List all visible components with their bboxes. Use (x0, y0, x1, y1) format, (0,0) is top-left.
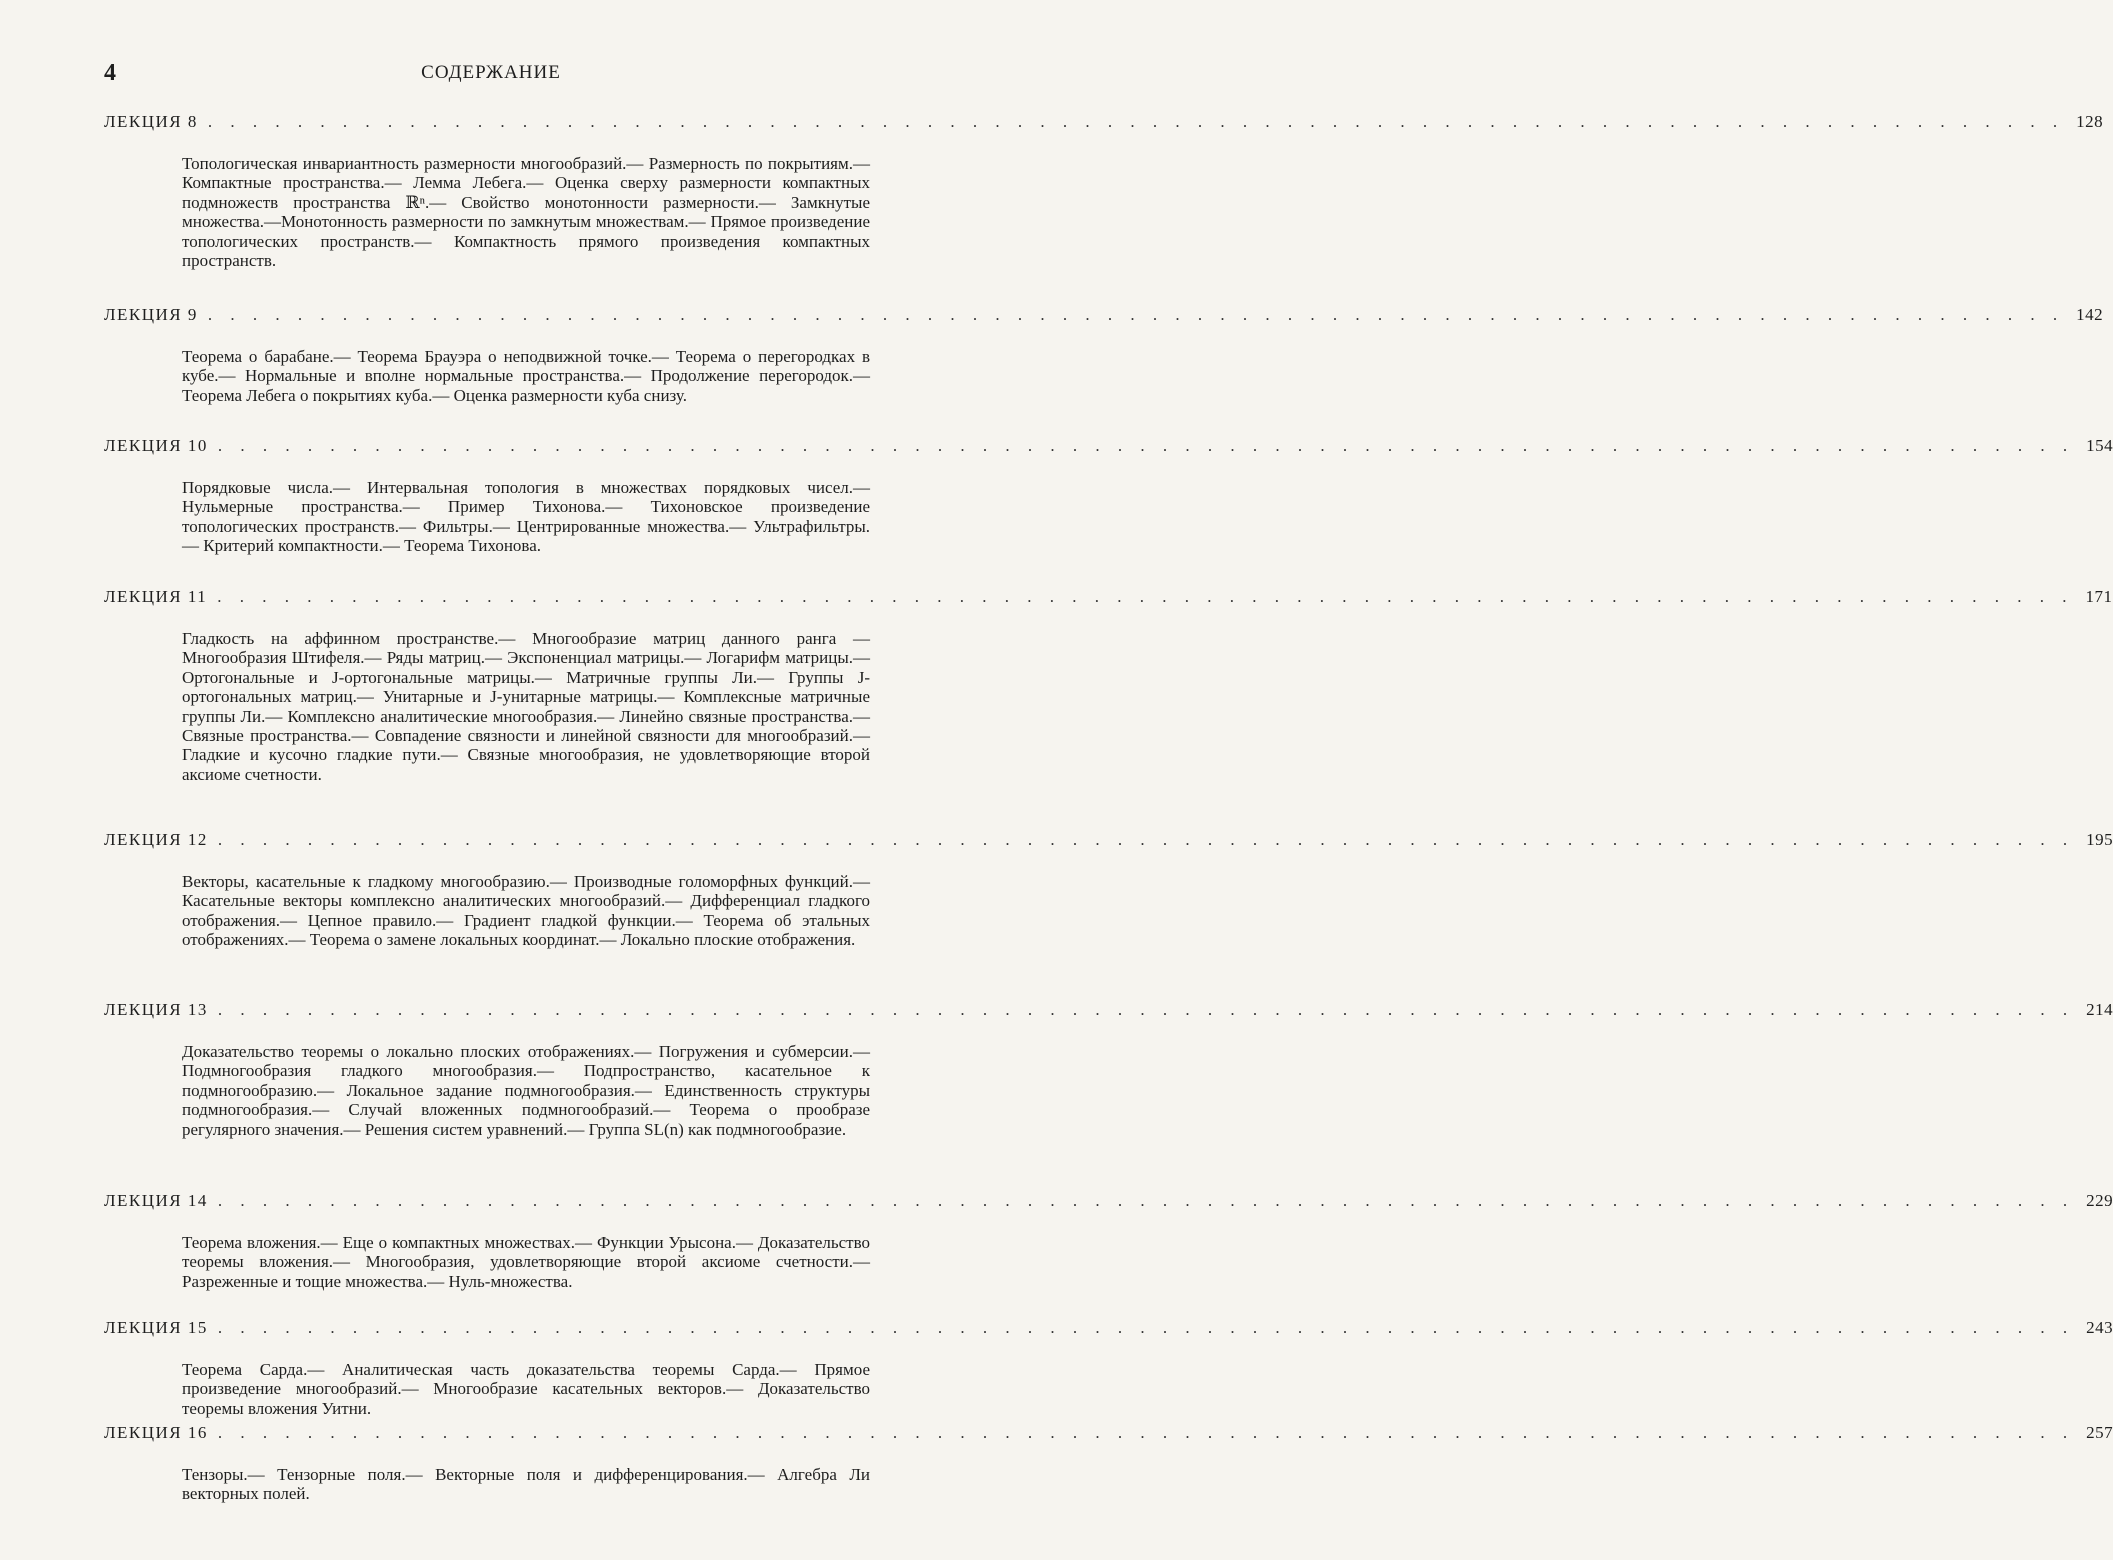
lecture-title: ЛЕКЦИЯ 12 (104, 830, 208, 849)
dot-leader: . . . . . . . . . . . . . . . . . . . . . . . . . . . . . . . . . . . . . . . . . . . . . . . . . . . . . . . . . . . . . . . . . . . . . . . . . . . . . . . . . . . (207, 112, 2065, 131)
lecture-summary: Векторы, касательные к гладкому многообразию.— Производные голоморфных функций.— Касательные векторы комплексно аналитических многообразий.— Дифференциал гладкого отображения.— Цепное правило.— Градиент гладкой функции.— Теорема об этальных отображениях.— Теорема о замене локальных координат.— Локально плоские отображения. (182, 872, 870, 950)
dot-leader: . . . . . . . . . . . . . . . . . . . . . . . . . . . . . . . . . . . . . . . . . . . . . . . . . . . . . . . . . . . . . . . . . . . . . . . . . . . . . . . . . . . (217, 1423, 2075, 1442)
toc-entry-lecture-13 (104, 1000, 2113, 1139)
lecture-title: ЛЕКЦИЯ 9 (104, 305, 198, 324)
dot-leader: . . . . . . . . . . . . . . . . . . . . . . . . . . . . . . . . . . . . . . . . . . . . . . . . . . . . . . . . . . . . . . . . . . . . . . . . . . . . . . . . . . . (217, 1191, 2075, 1210)
toc-entry-lecture-9 (104, 305, 2104, 405)
toc-entry-heading (104, 1318, 2113, 1342)
lecture-page-number: 195 (2086, 830, 2113, 849)
lecture-summary: Теорема вложения.— Еще о компактных множествах.— Функции Урысона.— Доказательство теоремы вложения.— Многообразия, удовлетворяющие второй аксиоме счетности.— Разреженные и тощие множества.— Нуль-множества. (182, 1233, 870, 1291)
lecture-page-number: 229 (2086, 1191, 2113, 1210)
toc-entry-lecture-15 (104, 1318, 2113, 1418)
lecture-summary: Доказательство теоремы о локально плоских отображениях.— Погружения и субмерсии.— Подмногообразия гладкого многообразия.— Подпространство, касательное к подмногообразию.— Локальное задание подмногообразия.— Единственность структуры подмногообразия.— Случай вложенных подмногообразий.— Теорема о прообразе регулярного значения.— Решения систем уравнений.— Группа SL(n) как подмногообразие. (182, 1042, 870, 1139)
toc-entry-heading (104, 830, 2113, 854)
dot-leader: . . . . . . . . . . . . . . . . . . . . . . . . . . . . . . . . . . . . . . . . . . . . . . . . . . . . . . . . . . . . . . . . . . . . . . . . . . . . . . . . . . . (217, 1000, 2075, 1019)
lecture-title: ЛЕКЦИЯ 16 (104, 1423, 208, 1442)
lecture-summary: Топологическая инвариантность размерности многообразий.— Размерность по покрытиям.— Компактные пространства.— Лемма Лебега.— Оценка сверху размерности компактных подмножеств пространства ℝⁿ.— Свойство монотонности размерности.— Замкнутые множества.—Монотонность размерности по замкнутым множествам.— Прямое произведение топологических пространств.— Компактность прямого произведения компактных пространств. (182, 154, 870, 271)
toc-entry-lecture-14 (104, 1191, 2113, 1291)
toc-entry-lecture-10 (104, 436, 2113, 556)
lecture-title: ЛЕКЦИЯ 13 (104, 1000, 208, 1019)
lecture-title: ЛЕКЦИЯ 14 (104, 1191, 208, 1210)
toc-entry-heading (104, 305, 2104, 329)
lecture-title: ЛЕКЦИЯ 10 (104, 436, 208, 455)
lecture-page-number: 171 (2085, 587, 2113, 606)
toc-entry-lecture-12 (104, 830, 2113, 950)
toc-entry-heading (104, 1191, 2113, 1215)
toc-entry-lecture-11 (104, 587, 2113, 784)
toc-entry-heading (104, 436, 2113, 460)
lecture-summary: Порядковые числа.— Интервальная топология в множествах порядковых чисел.— Нульмерные пространства.— Пример Тихонова.— Тихоновское произведение топологических пространств.— Фильтры.— Центрированные множества.— Ультрафильтры.— Критерий компактности.— Теорема Тихонова. (182, 478, 870, 556)
lecture-page-number: 142 (2076, 305, 2104, 324)
lecture-summary: Теорема Сарда.— Аналитическая часть доказательства теоремы Сарда.— Прямое произведение многообразий.— Многообразие касательных векторов.— Доказательство теоремы вложения Уитни. (182, 1360, 870, 1418)
toc-entry-heading (104, 587, 2113, 611)
lecture-page-number: 257 (2086, 1423, 2113, 1442)
toc-entry-heading (104, 1000, 2113, 1024)
lecture-page-number: 128 (2076, 112, 2104, 131)
toc-entry-heading (104, 112, 2104, 136)
dot-leader: . . . . . . . . . . . . . . . . . . . . . . . . . . . . . . . . . . . . . . . . . . . . . . . . . . . . . . . . . . . . . . . . . . . . . . . . . . . . . . . . . . . (217, 587, 2074, 606)
lecture-summary: Гладкость на аффинном пространстве.— Многообразие матриц данного ранга — Многообразия Штифеля.— Ряды матриц.— Экспоненциал матрицы.— Логарифм матрицы.— Ортогональные и J-ортогональные матрицы.— Матричные группы Ли.— Группы J-ортогональных матриц.— Унитарные и J-унитарные матрицы.— Комплексные матричные группы Ли.— Комплексно аналитические многообразия.— Линейно связные пространства.— Связные пространства.— Совпадение связности и линейной связности для многообразий.— Гладкие и кусочно гладкие пути.— Связные многообразия, не удовлетворяющие второй аксиоме счетности. (182, 629, 870, 784)
lecture-page-number: 214 (2086, 1000, 2113, 1019)
lecture-summary: Тензоры.— Тензорные поля.— Векторные поля и дифференцирования.— Алгебра Ли векторных полей. (182, 1465, 870, 1504)
toc-entry-lecture-16 (104, 1423, 2113, 1504)
page-number: 4 (104, 60, 116, 86)
toc-entry-heading (104, 1423, 2113, 1447)
lecture-title: ЛЕКЦИЯ 15 (104, 1318, 208, 1337)
dot-leader: . . . . . . . . . . . . . . . . . . . . . . . . . . . . . . . . . . . . . . . . . . . . . . . . . . . . . . . . . . . . . . . . . . . . . . . . . . . . . . . . . . . (217, 436, 2075, 455)
lecture-page-number: 154 (2086, 436, 2113, 455)
lecture-page-number: 243 (2086, 1318, 2113, 1337)
lecture-summary: Теорема о барабане.— Теорема Брауэра о неподвижной точке.— Теорема о перегородках в кубе.— Нормальные и вполне нормальные пространства.— Продолжение перегородок.— Теорема Лебега о покрытиях куба.— Оценка размерности куба снизу. (182, 347, 870, 405)
dot-leader: . . . . . . . . . . . . . . . . . . . . . . . . . . . . . . . . . . . . . . . . . . . . . . . . . . . . . . . . . . . . . . . . . . . . . . . . . . . . . . . . . . . (217, 1318, 2075, 1337)
running-title: СОДЕРЖАНИЕ (421, 62, 561, 83)
dot-leader: . . . . . . . . . . . . . . . . . . . . . . . . . . . . . . . . . . . . . . . . . . . . . . . . . . . . . . . . . . . . . . . . . . . . . . . . . . . . . . . . . . . (207, 305, 2065, 324)
dot-leader: . . . . . . . . . . . . . . . . . . . . . . . . . . . . . . . . . . . . . . . . . . . . . . . . . . . . . . . . . . . . . . . . . . . . . . . . . . . . . . . . . . . (217, 830, 2075, 849)
lecture-title: ЛЕКЦИЯ 8 (104, 112, 198, 131)
toc-entry-lecture-8 (104, 112, 2104, 271)
lecture-title: ЛЕКЦИЯ 11 (104, 587, 208, 606)
